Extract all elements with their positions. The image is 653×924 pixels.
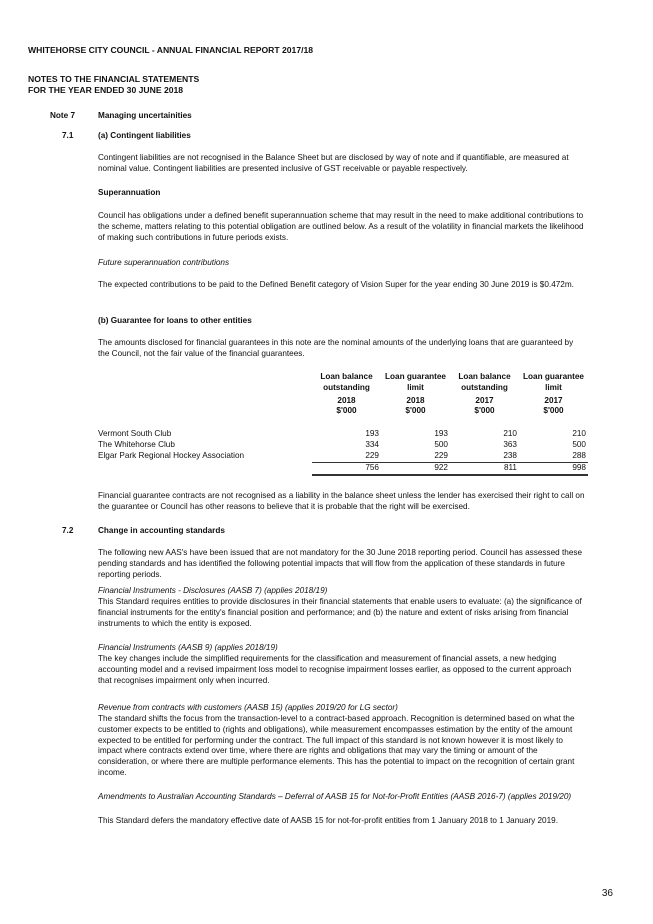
section-7-2-number: 7.2 <box>62 526 74 535</box>
total-value: 922 <box>381 462 450 474</box>
col-header-title: Loan balance outstanding <box>320 372 373 392</box>
cell-value: 210 <box>503 429 517 439</box>
financial-guarantee-text: Financial guarantee contracts are not recognised as a liability in the balance sheet unless the lender has exercised their right to call on the guarantee or Council has other reasons to believe that it is probable that the right will be exercised. <box>98 491 585 511</box>
cell-value: 193 <box>365 429 379 439</box>
standard-text: The key changes include the simplified requirements for the classification and measurement of financial assets, a new hedging accounting model and a revised impairment loss model to recognise impairment losses earlier, as opposed to the current approach that recognises impairment only when incurred. <box>98 654 572 685</box>
cell-value: 229 <box>312 451 381 462</box>
cell-value: 363 <box>503 440 517 450</box>
col-header-unit: $'000 <box>543 406 564 416</box>
standard-text: This Standard defers the mandatory effective date of AASB 15 for not-for-profit entities from 1 January 2018 to 1 January 2019. <box>98 816 558 825</box>
col-header-year: 2017 <box>544 395 563 405</box>
cell-value: 210 <box>572 429 586 439</box>
superannuation-heading: Superannuation <box>98 188 161 197</box>
cell-value: 334 <box>365 440 379 450</box>
standard-heading: Financial Instruments - Disclosures (AASB 7) (applies 2018/19) <box>98 586 328 595</box>
section-7-1-title: (a) Contingent liabilities <box>98 131 191 140</box>
col-header-year: 2018 <box>337 395 356 405</box>
period-title: FOR THE YEAR ENDED 30 JUNE 2018 <box>28 85 184 95</box>
standard-text: This Standard requires entities to provide disclosures in their financial statements that enable users to evaluate: (a) the significance of financial instruments for the entity's financial position and performance; and (b) the nature and extent of risks arising from financial instruments to which the entity is exposed. <box>98 597 582 628</box>
col-header-unit: $'000 <box>336 406 357 416</box>
report-title: WHITEHORSE CITY COUNCIL - ANNUAL FINANCIAL REPORT 2017/18 <box>28 45 314 55</box>
note-title: Managing uncertainities <box>98 111 192 120</box>
table-total-row <box>98 462 588 474</box>
col-header-title: Loan guarantee limit <box>523 372 584 392</box>
superannuation-text: Council has obligations under a defined benefit superannuation scheme that may result in the need to make additional contributions to the scheme, matters relating to this potential obligation are outlined below. As a result of the volatility in financial markets the likelihood of making such contributions in future periods exists. <box>98 211 584 242</box>
row-label: Elgar Park Regional Hockey Association <box>98 450 245 460</box>
row-label: The Whitehorse Club <box>98 440 175 450</box>
standard-text: The standard shifts the focus from the transaction-level to a contract-based approach. Recognition is determined based on what the customer expects to be entitled to (rights and obligations), while measurement encompasses estimation by the entity of the amount expected to be entitled for performing under the contract. The full impact of this standard is not known however it is most likely to impact where contracts extend over time, where there are rights and obligations that may vary the timing or amount of the consideration, or where there are multiple performance elements. This has the potential to impact on the recognition of certain grant income. <box>98 714 575 778</box>
total-value: 756 <box>312 462 381 474</box>
col-header-year: 2017 <box>475 395 494 405</box>
cell-value: 193 <box>434 429 448 439</box>
cell-value: 500 <box>434 440 448 450</box>
table-row <box>98 451 588 462</box>
cell-value: 229 <box>381 451 450 462</box>
total-value: 998 <box>519 462 588 474</box>
section-7-1-number: 7.1 <box>62 131 74 140</box>
table-header-units <box>98 406 588 417</box>
standard-heading: Revenue from contracts with customers (AASB 15) (applies 2019/20 for LG sector) <box>98 703 398 712</box>
guarantee-heading: (b) Guarantee for loans to other entities <box>98 316 252 325</box>
loan-guarantee-table <box>98 372 588 476</box>
table-row <box>98 429 588 440</box>
section-7-2-title: Change in accounting standards <box>98 526 225 535</box>
table-row <box>98 440 588 451</box>
note-number: Note 7 <box>50 111 76 120</box>
future-super-text: The expected contributions to be paid to the Defined Benefit category of Vision Super for the year ending 30 June 2019 is $0.472m. <box>98 280 574 289</box>
standard-heading: Financial Instruments (AASB 9) (applies 2018/19) <box>98 643 278 652</box>
table-header-titles <box>98 372 588 394</box>
col-header-unit: $'000 <box>405 406 426 416</box>
future-super-heading: Future superannuation contributions <box>98 258 230 267</box>
table-header-years <box>98 394 588 407</box>
col-header-title: Loan balance outstanding <box>458 372 511 392</box>
standard-heading: Amendments to Australian Accounting Standards – Deferral of AASB 15 for Not-for-Profit Entities (AASB 2016-7) (applies 2019/20) <box>98 792 572 801</box>
guarantee-text: The amounts disclosed for financial guarantees in this note are the nominal amounts of the underlying loans that are guaranteed by the Council, not the fair value of the financial guarantees. <box>98 338 574 358</box>
contingent-intro: Contingent liabilities are not recognised in the Balance Sheet but are disclosed by way of note and if quantifiable, are measured at nominal value. Contingent liabilities are presented inclusive of GST receivable or payable respectively. <box>98 153 569 173</box>
col-header-unit: $'000 <box>474 406 495 416</box>
row-label: Vermont South Club <box>98 429 172 439</box>
col-header-title: Loan guarantee limit <box>385 372 446 392</box>
total-value: 811 <box>450 462 519 474</box>
cell-value: 288 <box>519 451 588 462</box>
col-header-year: 2018 <box>406 395 425 405</box>
page-number: 36 <box>601 888 613 899</box>
standards-intro: The following new AAS's have been issued that are not mandatory for the 30 June 2018 reporting period. Council has assessed these pending standards and has identified the following potential impacts that will flow from the application of these standards in future reporting periods. <box>98 548 583 579</box>
notes-title: NOTES TO THE FINANCIAL STATEMENTS <box>28 74 200 84</box>
cell-value: 238 <box>450 451 519 462</box>
cell-value: 500 <box>572 440 586 450</box>
